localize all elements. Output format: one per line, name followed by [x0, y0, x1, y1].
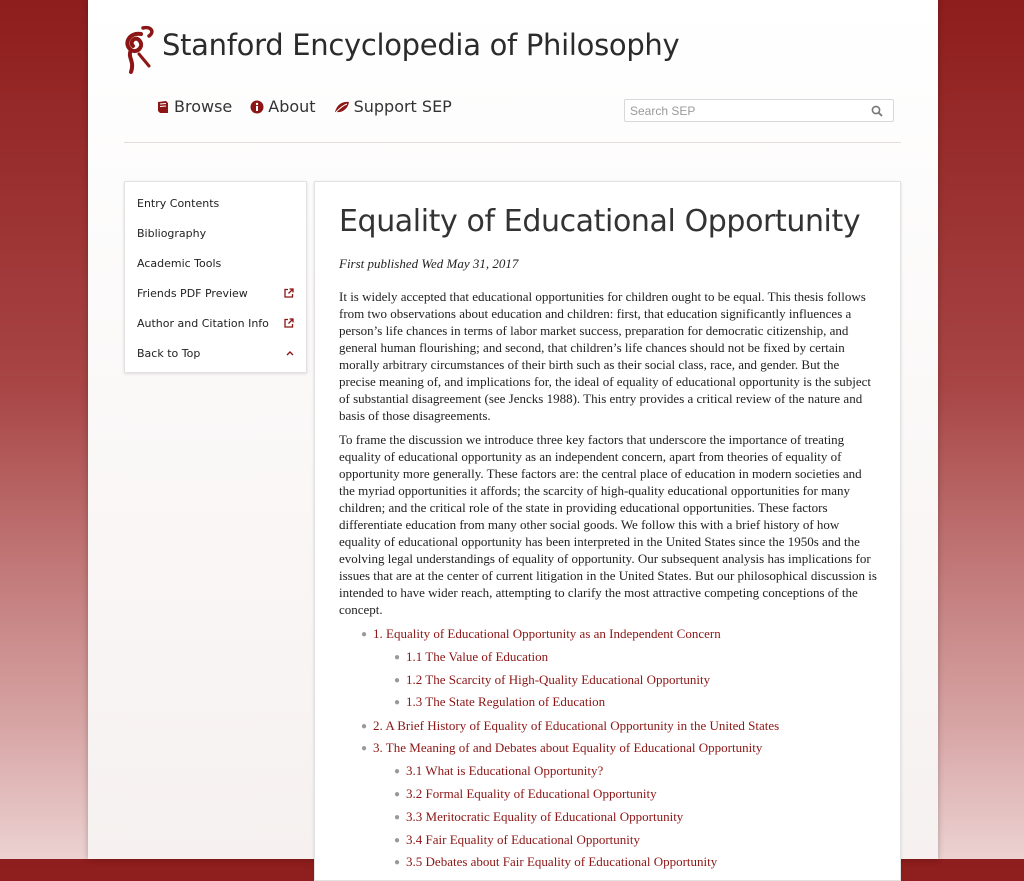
sidebar-item-label: Academic Tools	[137, 256, 222, 270]
search-icon[interactable]	[871, 105, 883, 117]
toc-link-label: 3.1 What is Educational Opportunity?	[406, 763, 604, 778]
preamble-paragraph: To frame the discussion we introduce three key factors that underscore the importance of treating equality of educational opportunity as an independent concern, apart from theories of equality of opportunity more generally. These factors are: the central place of education in modern societies and the myriad opportunities it affords; the scarcity of high-quality educational opportunities for many children; and the critical role of the state in providing educational opportunities. These factors differentiate education from many other social goods. We follow this with a brief history of how equality of educational opportunity has been interpreted in the United States since the 1950s and the evolving legal understandings of equality of opportunity. Our subsequent analysis has implications for issues that are at the center of current litigation in the United States. But our philosophical discussion is intended to have wider reach, attempting to clarify the most attractive competing conceptions of the concept.	[339, 432, 877, 617]
external-link-icon	[284, 288, 294, 298]
toc-link[interactable]	[394, 854, 717, 870]
toc-link-label: 3.3 Meritocratic Equality of Educational Opportunity	[406, 809, 684, 824]
nav-support-link[interactable]	[334, 97, 452, 116]
sidebar-item-bibliography[interactable]	[137, 224, 294, 242]
toc-link[interactable]	[394, 832, 640, 848]
toc-link-label: 1.1 The Value of Education	[406, 649, 549, 664]
toc-link-label: 1.3 The State Regulation of Education	[406, 694, 606, 709]
bullet-icon: ●	[394, 789, 401, 800]
search-box	[624, 99, 894, 122]
sidebar-item-author-citation-info[interactable]	[137, 314, 294, 332]
toc-link-label: 3. The Meaning of and Debates about Equality of Educational Opportunity	[373, 740, 763, 755]
preamble-paragraph: It is widely accepted that educational opportunities for children ought to be equal. This thesis follows from two observations about education and children: first, that education significantly influences a person’s life chances in terms of labor market success, preparation for democratic citizenship, and general human flourishing; and second, that children’s life chances should not be fixed by certain morally arbitrary circumstances of their birth such as their social class, race, and gender. But the precise meaning of, and implications for, the ideal of equality of educational opportunity is the subject of substantial disagreement (see Jencks 1988). This entry provides a critical review of the nature and basis of those disagreements.	[339, 289, 871, 423]
entry-title: Equality of Educational Opportunity	[339, 204, 861, 239]
nav-support-label: Support SEP	[353, 97, 452, 116]
toc-link[interactable]	[394, 672, 710, 688]
toc-link[interactable]	[394, 649, 548, 665]
toc-link-label: 1. Equality of Educational Opportunity as an Independent Concern	[373, 626, 721, 641]
bullet-icon: ●	[394, 675, 401, 686]
header-divider	[124, 142, 901, 143]
toc-link[interactable]	[361, 740, 762, 756]
main-nav	[156, 97, 452, 116]
site-title[interactable]: Stanford Encyclopedia of Philosophy	[162, 28, 680, 62]
sidebar-item-label: Bibliography	[137, 226, 207, 240]
bullet-icon: ●	[394, 697, 401, 708]
toc-link[interactable]	[394, 809, 683, 825]
toc-link[interactable]	[361, 626, 721, 642]
sidebar-item-label: Entry Contents	[137, 196, 220, 210]
page-container	[88, 0, 938, 869]
leaf-icon	[334, 100, 350, 114]
nav-about-label: About	[268, 97, 316, 116]
nav-browse-label: Browse	[174, 97, 233, 116]
search-input[interactable]	[625, 100, 860, 121]
bullet-icon: ●	[361, 721, 368, 732]
toc-link[interactable]	[394, 763, 603, 779]
toc-link[interactable]	[394, 786, 657, 802]
sidebar	[124, 181, 307, 373]
book-icon	[156, 100, 170, 114]
toc-link-label: 1.2 The Scarcity of High-Quality Educational Opportunity	[406, 672, 711, 687]
nav-about-link[interactable]	[250, 97, 315, 116]
bullet-icon: ●	[394, 766, 401, 777]
toc-link-label: 3.5 Debates about Fair Equality of Educational Opportunity	[406, 854, 718, 869]
entry-main	[314, 181, 901, 881]
bullet-icon: ●	[394, 812, 401, 823]
sep-logo-icon[interactable]	[121, 24, 157, 76]
sidebar-item-academic-tools[interactable]	[137, 254, 294, 272]
bullet-icon: ●	[361, 743, 368, 754]
publication-date: First published Wed May 31, 2017	[339, 256, 519, 271]
sidebar-item-friends-pdf-preview[interactable]	[137, 284, 294, 302]
info-circle-icon	[250, 100, 264, 114]
sidebar-item-label: Author and Citation Info	[137, 316, 269, 330]
sidebar-item-label: Friends PDF Preview	[137, 286, 248, 300]
toc-link-label: 3.4 Fair Equality of Educational Opportunity	[406, 832, 641, 847]
bullet-icon: ●	[394, 835, 401, 846]
toc-link[interactable]	[361, 718, 779, 734]
external-link-icon	[284, 318, 294, 328]
toc-link-label: 2. A Brief History of Equality of Educational Opportunity in the United States	[373, 718, 780, 733]
bullet-icon: ●	[394, 857, 401, 868]
sidebar-item-entry-contents[interactable]	[137, 194, 294, 212]
sidebar-item-back-to-top[interactable]	[137, 344, 294, 362]
toc-link[interactable]	[394, 694, 605, 710]
chevron-up-icon	[286, 350, 294, 356]
sidebar-item-label: Back to Top	[137, 346, 201, 360]
toc-link-label: 3.2 Formal Equality of Educational Opportunity	[406, 786, 657, 801]
bullet-icon: ●	[361, 629, 368, 640]
nav-browse-link[interactable]	[156, 97, 232, 116]
bullet-icon: ●	[394, 652, 401, 663]
